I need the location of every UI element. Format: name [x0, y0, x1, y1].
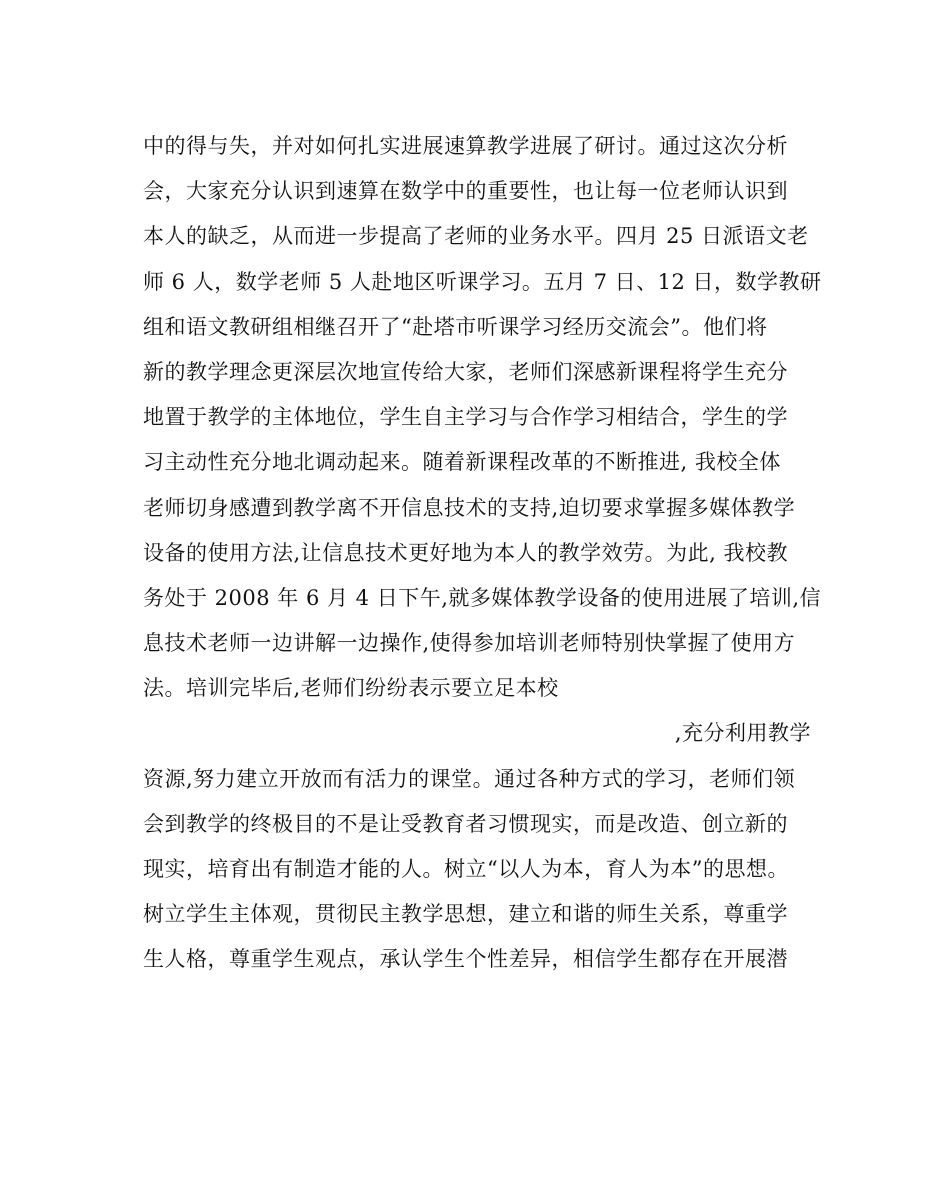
text-line: 习主动性充分地北调动起来。随着新课程改革的不断推进, 我校全体 [143, 450, 781, 475]
text-line: 设备的使用方法,让信息技术更好地为本人的教学效劳。为此, 我校教 [143, 540, 789, 565]
body-text [143, 124, 843, 983]
text-line: 地置于教学的主体地位，学生自主学习与合作学习相结合，学生的学 [143, 405, 788, 430]
text-line: 会，大家充分认识到速算在数学中的重要性，也让每一位老师认识到 [143, 179, 788, 204]
text-line: 务处于 2008 年 6 月 4 日下午,就多媒体教学设备的使用进展了培训,信 [143, 585, 822, 610]
text-line: 现实，培育出有制造才能的人。树立“以人为本，育人为本”的思想。 [143, 857, 789, 881]
text-line: 组和语文教研组相继召开了“赴塔市听课学习经历交流会”。他们将 [143, 314, 768, 339]
text-line: 老师切身感遭到教学离不开信息技术的支持,迫切要求掌握多媒体教学 [143, 495, 796, 520]
text-line: 息技术老师一边讲解一边操作,使得参加培训老师特别快掌握了使用方 [143, 631, 796, 656]
text-line: 会到教学的终极目的不是让受教育者习惯现实，而是改造、创立新的 [143, 811, 788, 836]
text-line: 本人的缺乏，从而进一步提高了老师的业务水平。四月 25 日派语文老 [143, 224, 809, 249]
text-line: 树立学生主体观，贯彻民主教学思想，建立和谐的师生关系，尊重学 [143, 902, 788, 927]
text-line: 新的教学理念更深层次地宣传给大家，老师们深感新课程将学生充分 [143, 359, 788, 384]
text-line: 法。培训完毕后,老师们纷纷表示要立足本校 [143, 676, 559, 701]
text-line: 生人格，尊重学生观点，承认学生个性差异，相信学生都存在开展潜 [143, 947, 788, 972]
text-line: 中的得与失，并对如何扎实进展速算教学进展了研讨。通过这次分析 [143, 134, 788, 158]
text-line: 师 6 人，数学老师 5 人赴地区听课学习。五月 7 日、12 日，数学教研 [143, 269, 822, 294]
text-line: 资源,努力建立开放而有活力的课堂。通过各种方式的学习，老师们领 [143, 766, 796, 791]
text-line: ,充分利用教学 [674, 721, 811, 746]
